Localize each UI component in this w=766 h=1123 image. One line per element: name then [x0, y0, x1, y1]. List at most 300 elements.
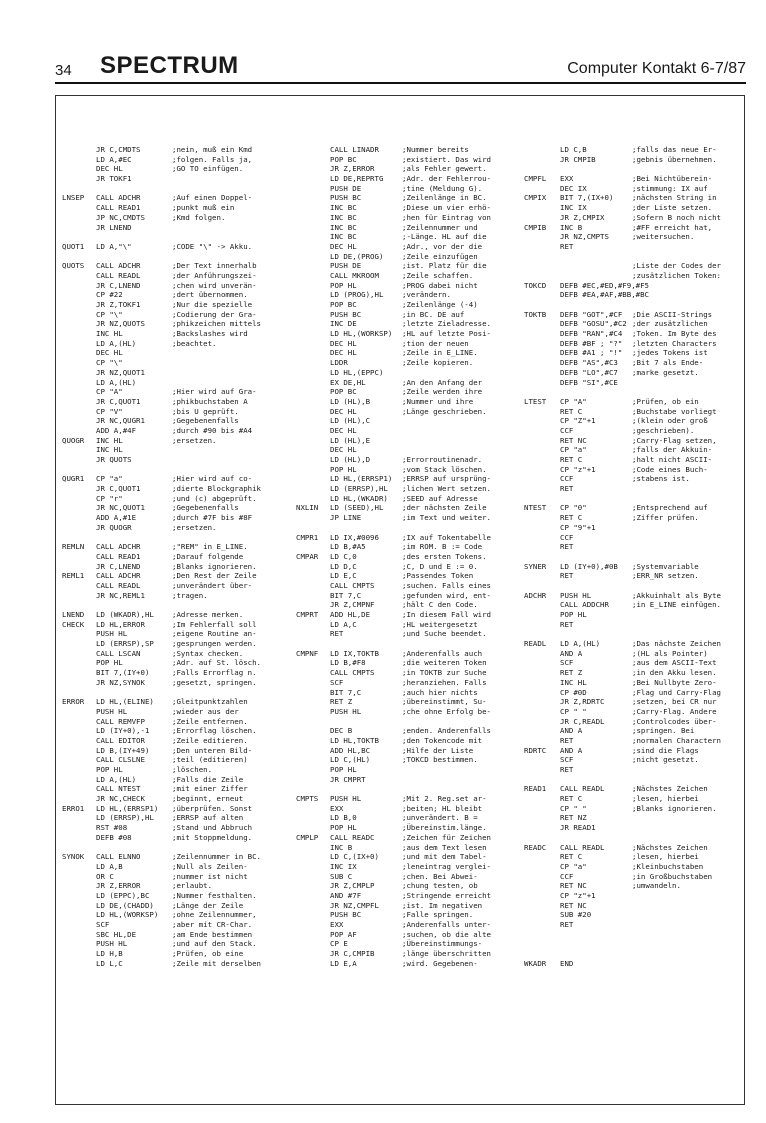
code-line	[62, 203, 277, 213]
code-line	[296, 261, 528, 271]
code-instruction: CALL READC	[330, 832, 375, 842]
code-instruction: CP "a"	[96, 474, 123, 484]
code-line	[524, 242, 744, 252]
code-line	[524, 765, 744, 775]
code-line	[62, 823, 277, 833]
code-line	[62, 804, 277, 814]
code-instruction: LD HL,(ELINE)	[96, 697, 154, 707]
code-line	[524, 193, 744, 203]
code-comment: ;HL weitergesetzt	[402, 619, 478, 629]
code-comment: ;suchen. Falls eines	[402, 580, 491, 590]
code-instruction: CP "V"	[96, 406, 123, 416]
code-comment: ;Zeile editieren.	[172, 735, 248, 745]
code-comment: ;dierte Blockgraphik	[172, 484, 261, 494]
code-comment: ;Gegebenenfalls	[172, 503, 239, 513]
code-comment: ;Den Rest der Zeile	[172, 571, 257, 581]
code-instruction: RET	[560, 920, 574, 929]
code-line	[524, 271, 744, 281]
code-line	[296, 717, 528, 727]
code-line	[62, 649, 277, 659]
code-comment: ;teil (editieren)	[172, 755, 248, 765]
code-line	[296, 591, 528, 601]
code-label: REMLN	[62, 542, 85, 552]
code-comment: ;tion der neuen	[402, 338, 469, 348]
code-instruction: LD A,#EC	[96, 154, 132, 164]
code-comment: ;Buchstabe vorliegt	[632, 406, 717, 416]
code-instruction: CP " "	[560, 706, 587, 716]
code-instruction: JR CMPIB	[560, 154, 596, 164]
magazine-section-title: SPECTRUM	[100, 52, 239, 79]
code-comment: ;setzen, bei CR nur	[632, 697, 717, 707]
code-instruction: LD (IY+0),-1	[96, 726, 150, 736]
code-comment: ;des ersten Tokens.	[402, 551, 487, 561]
code-instruction: CALL CMPTS	[330, 580, 375, 590]
code-comment: ;lesen, hierbei	[632, 852, 699, 862]
code-instruction: PUSH HL	[330, 706, 362, 716]
code-comment: ;Nur die spezielle	[172, 300, 253, 309]
code-line	[296, 736, 528, 746]
code-comment: ;der Liste setzen.	[632, 203, 713, 213]
code-line	[296, 862, 528, 872]
code-instruction: PUSH HL	[96, 706, 128, 716]
code-instruction: JR NZ,CMPFL	[330, 900, 379, 910]
code-line	[524, 281, 744, 291]
code-instruction: CP "A"	[96, 387, 123, 397]
code-instruction: SUB #20	[560, 910, 592, 920]
code-instruction: LD (ERRSP),HL	[330, 484, 388, 494]
code-instruction: CALL ADCHR	[96, 542, 141, 552]
code-instruction: JR QUOTS	[96, 455, 132, 464]
code-instruction: LD C,B	[560, 145, 587, 154]
code-line	[524, 920, 744, 930]
code-instruction: PUSH HL	[96, 939, 128, 949]
code-comment: ;Länge geschrieben.	[402, 406, 487, 416]
code-comment: ;Zeile werden ihre	[402, 387, 483, 397]
code-label: READL	[524, 639, 547, 649]
code-comment: ;in BC. DE auf	[402, 309, 465, 319]
code-instruction: INC IX	[330, 861, 357, 871]
code-comment: ;phikbuchstaben A	[172, 396, 248, 406]
code-line	[524, 252, 744, 262]
code-comment: ;Blanks ignorieren.	[172, 561, 257, 571]
code-line	[62, 736, 277, 746]
code-line	[62, 775, 277, 785]
code-line	[62, 697, 277, 707]
code-instruction: CP "a"	[560, 445, 587, 455]
code-line	[524, 397, 744, 407]
code-line	[62, 474, 277, 484]
code-line	[62, 145, 277, 155]
code-line	[296, 271, 528, 281]
code-comment: ;umwandeln.	[632, 881, 681, 891]
code-line	[62, 339, 277, 349]
code-instruction: LD IX,TOKTB	[330, 648, 379, 658]
code-line	[62, 436, 277, 446]
code-instruction: EX DE,HL	[330, 377, 366, 387]
code-instruction: LD E,C	[330, 571, 357, 581]
code-line	[62, 174, 277, 184]
code-comment: ;Falle springen.	[402, 910, 474, 920]
code-line	[296, 145, 528, 155]
code-line	[524, 213, 744, 223]
code-comment: ;tragen.	[172, 590, 208, 600]
code-line	[62, 717, 277, 727]
code-line	[524, 523, 744, 533]
code-line	[296, 281, 528, 291]
code-line	[524, 436, 744, 446]
code-comment: ;Länge der Zeile	[172, 900, 244, 910]
code-instruction: POP AF	[330, 929, 357, 939]
code-line	[62, 562, 277, 572]
code-instruction: LD C,(HL)	[330, 755, 371, 765]
code-instruction: CP E	[330, 939, 348, 949]
code-line	[62, 939, 277, 949]
code-comment: ;und Suche beendet.	[402, 629, 487, 639]
code-line	[62, 881, 277, 891]
code-instruction: CP "z"+1	[560, 464, 596, 474]
code-line	[296, 901, 528, 911]
code-line	[524, 581, 744, 591]
code-comment: ;Gleitpunktzahlen	[172, 697, 248, 707]
code-line	[524, 707, 744, 717]
code-comment: ;Zeilenlänge in BC.	[402, 193, 487, 203]
code-line	[296, 920, 528, 930]
code-comment: ;PROG dabei nicht	[402, 280, 478, 290]
code-comment: ;Zeile einzufügen	[402, 251, 478, 261]
code-line	[524, 939, 744, 949]
code-instruction: JR NZ,QUOT1	[96, 367, 145, 377]
code-instruction: JR TOKF1	[96, 174, 132, 184]
code-line	[524, 426, 744, 436]
code-line	[524, 368, 744, 378]
code-instruction: LD C,0	[330, 551, 357, 561]
code-line	[296, 891, 528, 901]
code-line	[62, 862, 277, 872]
code-instruction: LD (WKADR),HL	[96, 610, 154, 619]
code-instruction: CALL ADDCHR	[560, 600, 609, 610]
code-instruction: POP HL	[330, 464, 357, 474]
code-instruction: CALL READL	[96, 270, 141, 280]
code-instruction: END	[560, 958, 574, 968]
code-instruction: LD B,#A5	[330, 542, 366, 552]
code-instruction: LD (PROG),HL	[330, 290, 384, 300]
code-comment: ;existiert. Das wird	[402, 154, 491, 164]
code-instruction: ADD A,#1E	[96, 513, 137, 523]
code-comment: ;beachtet.	[172, 338, 217, 348]
code-instruction: LD B,#F8	[330, 658, 366, 668]
code-instruction: ADD A,#4F	[96, 425, 137, 435]
code-line	[524, 465, 744, 475]
code-instruction: ADD HL,BC	[330, 745, 371, 755]
code-line	[296, 436, 528, 446]
code-instruction: DEC HL	[330, 425, 357, 435]
code-label: CMPLP	[296, 832, 319, 842]
code-instruction: INC B	[560, 222, 583, 232]
code-line	[524, 813, 744, 823]
code-label: SYNER	[524, 561, 547, 571]
code-comment: ;Falls die Zeile	[172, 774, 244, 784]
code-instruction: PUSH DE	[330, 261, 362, 271]
code-label: CMPAR	[296, 551, 319, 561]
code-line	[524, 571, 744, 581]
code-comment: ;Auf einen Doppel-	[172, 193, 253, 203]
code-line	[524, 329, 744, 339]
code-line	[524, 513, 744, 523]
code-comment: ;Bei Nichtüberein-	[632, 174, 713, 184]
code-comment: ;jedes Tokens ist	[632, 348, 708, 358]
code-line	[296, 620, 528, 630]
code-instruction: DEC HL	[96, 164, 123, 174]
code-instruction: LD (HL),E	[330, 435, 371, 445]
code-instruction: CALL NTEST	[96, 784, 141, 794]
code-comment: ;Adr. auf St. lösch.	[172, 658, 261, 668]
code-line	[524, 784, 744, 794]
code-line	[296, 523, 528, 533]
code-instruction: SCF	[330, 677, 344, 687]
code-line	[296, 329, 528, 339]
code-instruction: AND A	[560, 648, 583, 658]
code-comment: ;TOKCD bestimmen.	[402, 755, 478, 765]
code-comment: ;länge überschritten	[402, 949, 491, 959]
code-line	[524, 610, 744, 620]
code-comment: ;CODE "\" -> Akku.	[172, 241, 253, 251]
code-line	[62, 193, 277, 203]
code-instruction: DEFB #EC,#ED,#F9,#F5	[560, 280, 649, 290]
code-instruction: LD L,C	[96, 958, 123, 968]
code-instruction: DEC B	[330, 726, 353, 736]
code-line	[524, 833, 744, 843]
code-comment: ;Zeile schaffen.	[402, 270, 474, 280]
code-comment: ;hält C den Code.	[402, 600, 478, 610]
code-instruction: CALL ADCHR	[96, 571, 141, 581]
code-label: CMPFL	[524, 174, 547, 184]
code-comment: ;der Anführungszei-	[172, 270, 257, 280]
code-line	[62, 668, 277, 678]
code-instruction: PUSH DE	[330, 183, 362, 193]
code-line	[62, 610, 277, 620]
code-line	[524, 649, 744, 659]
code-instruction: SCF	[560, 658, 574, 668]
code-instruction: LD (HL),D	[330, 455, 371, 464]
code-line	[524, 339, 744, 349]
code-comment: ;Zeichen für Zeichen	[402, 832, 491, 842]
code-line	[296, 445, 528, 455]
code-instruction: CALL READL	[96, 580, 141, 590]
code-comment: ;Kmd folgen.	[172, 212, 226, 222]
code-line	[62, 678, 277, 688]
code-line	[62, 852, 277, 862]
code-instruction: INC BC	[330, 232, 357, 242]
code-instruction: CALL READ1	[96, 551, 141, 561]
code-comment: ;C, D und E := 0.	[402, 561, 478, 571]
code-line	[296, 184, 528, 194]
code-instruction: CALL ADCHR	[96, 261, 141, 271]
code-instruction: INC HL	[560, 677, 587, 687]
code-line	[524, 184, 744, 194]
code-line	[296, 688, 528, 698]
code-instruction: DEFB "LO",#C7	[560, 367, 618, 377]
code-line	[296, 852, 528, 862]
code-comment: ;auch hier nichts	[402, 687, 478, 697]
code-instruction: PUSH BC	[330, 193, 362, 203]
code-comment: ;sind die Flags	[632, 745, 699, 755]
code-comment: ;Prüfen, ob ein	[632, 396, 699, 406]
code-line	[296, 533, 528, 543]
code-comment: ;Syntax checken.	[172, 648, 244, 658]
code-instruction: EXX	[560, 174, 574, 184]
code-comment: ;nummer ist nicht	[172, 871, 248, 881]
code-line	[296, 174, 528, 184]
code-label: CMPR1	[296, 532, 319, 542]
code-instruction: INC BC	[330, 212, 357, 222]
code-instruction: BIT 7,C	[330, 590, 362, 600]
code-line	[524, 775, 744, 785]
code-comment: ;Ziffer prüfen.	[632, 513, 699, 523]
code-comment: ;#FF erreicht hat,	[632, 222, 713, 232]
code-instruction: POP HL	[560, 610, 587, 619]
code-instruction: LD H,B	[96, 949, 123, 959]
code-line	[62, 271, 277, 281]
code-instruction: JR Z,CMPIX	[560, 212, 605, 222]
code-comment: ;chen wird unverän-	[172, 280, 257, 290]
code-instruction: JR Z,RDRTC	[560, 697, 605, 707]
code-line	[62, 261, 277, 271]
code-line	[524, 261, 744, 271]
code-instruction: INC BC	[330, 222, 357, 232]
code-instruction: DEFB "AS",#C3	[560, 358, 618, 368]
code-instruction: JR C,CMPIB	[330, 949, 375, 959]
code-instruction: RET NC	[560, 435, 587, 445]
code-instruction: PUSH BC	[330, 309, 362, 319]
code-line	[296, 407, 528, 417]
code-instruction: POP HL	[330, 765, 357, 774]
code-comment: ;gefunden wird, ent-	[402, 590, 491, 600]
code-instruction: CALL REMVFP	[96, 716, 145, 726]
code-comment: ;zusätzlichen Token:	[632, 270, 721, 280]
code-line	[524, 503, 744, 513]
code-line	[296, 872, 528, 882]
code-instruction: JR Z,TOKF1	[96, 300, 141, 309]
code-line	[296, 765, 528, 775]
code-comment: ;nächsten String in	[632, 193, 717, 203]
code-comment: ;Gegebenenfalls	[172, 416, 239, 426]
code-line	[524, 881, 744, 891]
code-line	[296, 833, 528, 843]
code-instruction: JR CMPRT	[330, 774, 366, 784]
code-line	[62, 416, 277, 426]
code-line	[62, 542, 277, 552]
code-comment: ;beginnt, erneut	[172, 794, 244, 804]
code-line	[524, 232, 744, 242]
page-number: 34	[55, 62, 72, 79]
code-comment: ;und (c) abgeprüft.	[172, 493, 257, 503]
code-line	[62, 164, 277, 174]
code-line	[62, 387, 277, 397]
code-comment: ;überprüfen. Sonst	[172, 803, 253, 813]
code-line	[62, 329, 277, 339]
code-line	[296, 755, 528, 765]
code-comment: ;tine (Meldung G).	[402, 183, 483, 193]
code-line	[62, 348, 277, 358]
code-instruction: LD HL,ERROR	[96, 619, 145, 629]
code-comment: ;Backslashes wird	[172, 329, 248, 339]
code-instruction: JR Z,CMPLP	[330, 881, 375, 891]
code-line	[524, 474, 744, 484]
code-label: CMPNF	[296, 648, 319, 658]
code-line	[62, 242, 277, 252]
code-instruction: JR C,QUOT1	[96, 484, 141, 494]
code-instruction: LD HL,(WKADR)	[330, 493, 388, 503]
code-comment: ;Anderenfalls unter-	[402, 920, 491, 929]
code-instruction: LD A,B	[96, 861, 123, 871]
code-line	[296, 484, 528, 494]
code-instruction: LD A,(HL)	[96, 377, 137, 387]
code-line	[524, 746, 744, 756]
code-line	[524, 533, 744, 543]
code-comment: ;Bei Nullbyte Zero-	[632, 677, 717, 687]
code-line	[62, 232, 277, 242]
code-line	[524, 319, 744, 329]
code-comment: ;suchen, ob die alte	[402, 929, 491, 939]
code-comment: ;beiten; HL bleibt	[402, 803, 483, 813]
code-label: ADCHR	[524, 590, 547, 600]
code-comment: ;Liste der Codes der	[632, 261, 721, 271]
code-line	[524, 542, 744, 552]
code-line	[62, 397, 277, 407]
code-instruction: LD HL,(WORKSP)	[330, 329, 393, 339]
code-instruction: LD B,0	[330, 813, 357, 823]
code-instruction: JR NC,QUOT1	[96, 503, 145, 513]
code-instruction: DEC HL	[330, 445, 357, 455]
code-line	[296, 939, 528, 949]
code-line	[296, 775, 528, 785]
code-comment: ;Diese um vier erhö-	[402, 203, 491, 213]
code-line	[524, 852, 744, 862]
code-line	[524, 959, 744, 969]
code-comment: ;HL auf letzte Posi-	[402, 329, 491, 339]
code-instruction: LD (EPPC),BC	[96, 890, 150, 900]
code-comment: ;Darauf folgende	[172, 551, 244, 561]
code-instruction: DEC HL	[330, 348, 357, 358]
code-line	[62, 184, 277, 194]
code-comment: ;bis U geprüft.	[172, 406, 239, 416]
code-line	[296, 697, 528, 707]
code-line	[62, 658, 277, 668]
code-instruction: CP " "	[560, 803, 587, 813]
code-line	[524, 688, 744, 698]
code-comment: ;Zeile mit derselben	[172, 958, 261, 968]
code-instruction: CP "z"+1	[560, 890, 596, 900]
code-comment: ;Zeile kopieren.	[402, 358, 474, 368]
code-label: TOKCD	[524, 280, 547, 290]
code-comment: ;An den Anfang der	[402, 377, 483, 387]
code-instruction: LDDR	[330, 358, 348, 368]
code-instruction: OR C	[96, 871, 114, 881]
code-label: REML1	[62, 571, 85, 581]
code-line	[62, 445, 277, 455]
code-line	[62, 503, 277, 513]
code-comment: ;Zeile entfernen.	[172, 716, 248, 726]
code-instruction: INC HL	[96, 329, 123, 339]
code-line	[62, 407, 277, 417]
code-comment: ;übereinstimmt, Su-	[402, 697, 487, 707]
code-line	[62, 726, 277, 736]
code-comment: ;springen. Bei	[632, 726, 695, 736]
code-instruction: POP BC	[330, 300, 357, 309]
code-instruction: CALL ELNNO	[96, 852, 141, 862]
code-line	[524, 416, 744, 426]
code-instruction: LD D,C	[330, 561, 357, 571]
